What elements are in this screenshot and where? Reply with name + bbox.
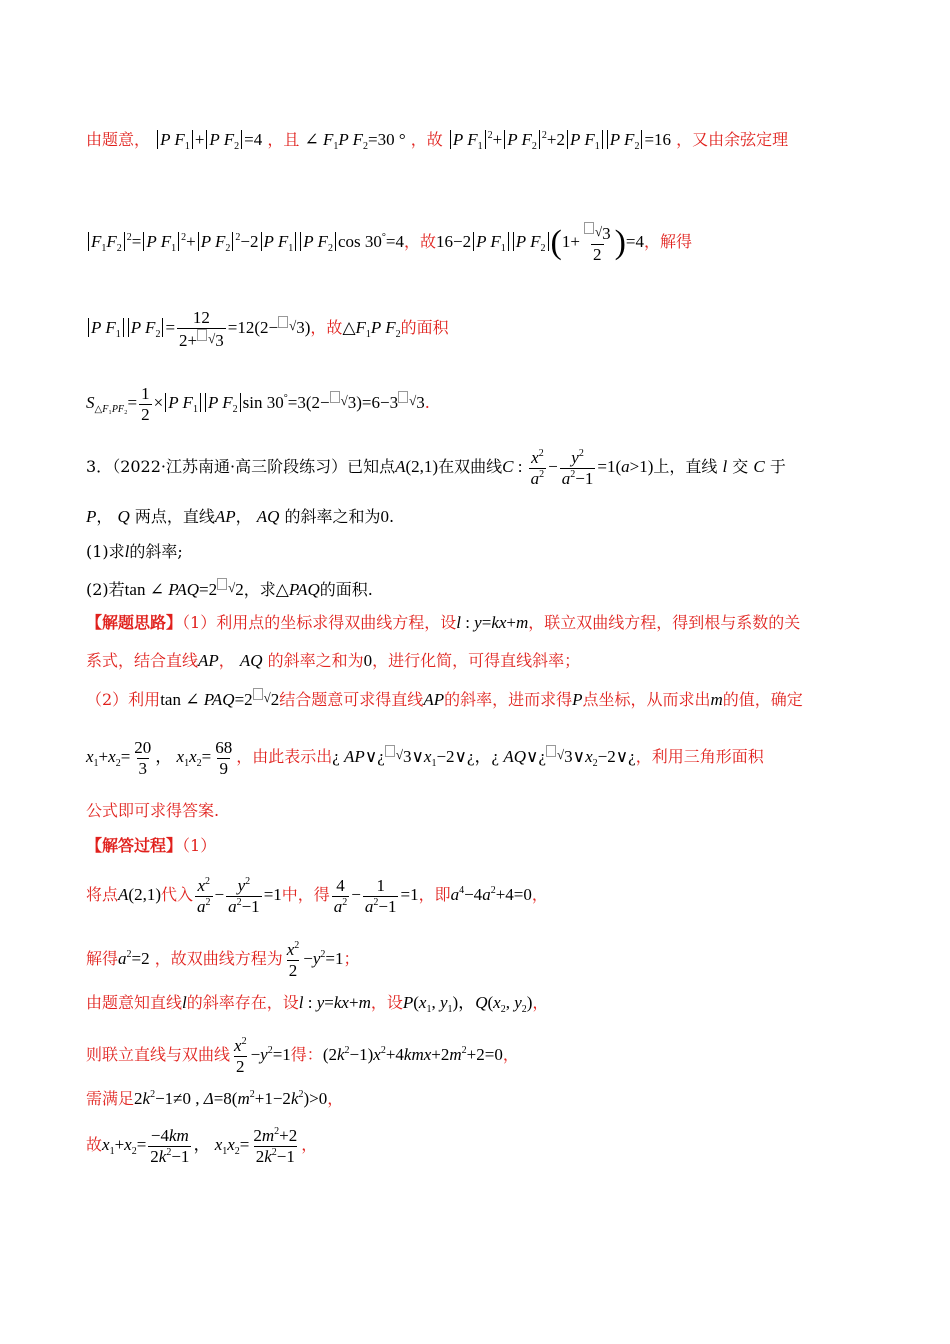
math-expr: 16−2 P $F_1$ P $F_2$ (1+ $\frac{√3}{2}$ )=4 bbox=[435, 224, 644, 264]
math-expr: $F_1F_2^2= P$ $F_1^2+ P$ $F_2^2-2$ P $F_1$ P $F_2$ cos 30°=4 bbox=[86, 232, 404, 251]
solution-step-5: 需满足$2k^2-1\ne 0$ , $\Delta=8(m^2+1-2k^2)>0$， bbox=[86, 1089, 344, 1108]
math-expr: P $F_1^2+ P$ $F_2^2+2$ P $F_1$ P $F_2 =16$ bbox=[448, 130, 671, 149]
math-expr: P $F_1 + P$ $F_2 =4$ bbox=[155, 130, 262, 149]
question-3-line-1: 3．（2022·江苏南通·高三阶段练习）已知点A(2,1)在双曲线C : $\frac{x^2}{a^2}$ − $\frac{y^2}{a^2-1}$ =1(a>1)上，直线 l 交 C 于 bbox=[86, 448, 786, 488]
math-expr: P $F_1$ P $F_2$ = $\frac{12}{2+ √3}$ =12(2− √3) bbox=[86, 318, 310, 337]
solution-line-2: $F_1F_2^2= P$ $F_1^2+ P$ $F_2^2-2$ P $F_1$ P $F_2$ cos 30°=4，故16−2 P $F_1$ P $F_2$ (1+ $\frac{√3}{2}$ )=4，解得 bbox=[86, 222, 692, 264]
sub-question-1: (1)求l的斜率; bbox=[86, 542, 183, 561]
solution-heading: 【解答过程】（1） bbox=[86, 836, 217, 855]
solution-step-3: 由题意知直线l的斜率存在，设l : y=kx+m，设$P(x_1$, $y_1$)，$Q(x_2$, $y_2$)， bbox=[86, 993, 549, 1015]
idea-line-1: 【解题思路】（1）利用点的坐标求得双曲线方程，设l : y=kx+m，联立双曲线方程，得到根与系数的关 bbox=[86, 613, 801, 632]
idea-line-5: 公式即可求得答案. bbox=[86, 801, 220, 820]
solution-line-4: $S_{\triangle F_1PF_2}=$ $\frac{1}{2}$ × P $F_1$ P $F_2$ sin 30°=3(2− √3)=6−3 √3. bbox=[86, 384, 430, 424]
math-expr: $\triangle F_1P$ $F_2$ bbox=[342, 317, 401, 340]
solution-line-3: P $F_1$ P $F_2$ = $\frac{12}{2+ √3}$ =12(2− √3)，故$\triangle F_1P$ $F_2$的面积 bbox=[86, 308, 449, 350]
solution-line-1: 由题意， P $F_1 + P$ $F_2 =4$ ，且 ∠ $F_1P$ $F_2=30$ ° ，故 P $F_1^2+ P$ $F_2^2+2$ P $F_1$ P $F_2 =16$ ，又由余弦定理 bbox=[86, 130, 789, 152]
math-expr: A(2,1) bbox=[395, 456, 439, 476]
solution-step-4: 则联立直线与双曲线 $\frac{x^2}{2}$ $-y^2=1$得：$(2k^2-1)x^2+4kmx+2m^2+2=0$， bbox=[86, 1036, 519, 1076]
math-expr: C : $\frac{x^2}{a^2}$ − $\frac{y^2}{a^2-1}$ =1(a>1) bbox=[502, 448, 654, 488]
math-expr: $S_{\triangle F_1PF_2}=$ $\frac{1}{2}$ × P $F_1$ P $F_2$ sin 30°=3(2− √3)=6−3 √3 bbox=[86, 384, 425, 424]
sub-question-2: (2)若tan ∠ PAQ=2 √2，求△PAQ的面积. bbox=[86, 580, 373, 599]
solution-step-2: 解得$a^2=2$ ，故双曲线方程为 $\frac{x^2}{2}$ $-y^2=1$； bbox=[86, 940, 360, 980]
math-expr: ∠ $F_1P$ $F_2=30$ ° bbox=[304, 130, 406, 152]
idea-line-4: $x_1+x_2=$ $\frac{20}{3}$ ， $x_1x_2=$ $\frac{68}{9}$ ，由此表示出¿ AP∨¿ $√3\vee x_1-2\vee¿$，¿ AQ∨¿ $√3\vee x_2-2\vee¿$，利用三角形面积 bbox=[86, 738, 764, 778]
solution-step-1: 将点A(2,1)代入 $\frac{x^2}{a^2}$ − $\frac{y^2}{a^2-1}$ =1中，得 $\frac{4}{a^2}$ − $\frac{1}{a^2-1}$ =1，即$a^4-4a^2+4=0$， bbox=[86, 876, 548, 916]
question-3-line-2: P， Q 两点，直线AP， AQ 的斜率之和为0. bbox=[86, 507, 395, 526]
solution-step-6: 故$x_1+x_2=$ $\frac{-4km}{2k^2-1}$ ， $x_1x_2=$ $\frac{2m^2+2}{2k^2-1}$ ， bbox=[86, 1126, 318, 1166]
idea-line-3: （2）利用tan ∠ PAQ=2 √2结合题意可求得直线AP的斜率，进而求得P点坐标，从而求出m的值，确定 bbox=[86, 690, 803, 709]
idea-line-2: 系式，结合直线AP， AQ 的斜率之和为0，进行化简，可得直线斜率； bbox=[86, 651, 581, 670]
